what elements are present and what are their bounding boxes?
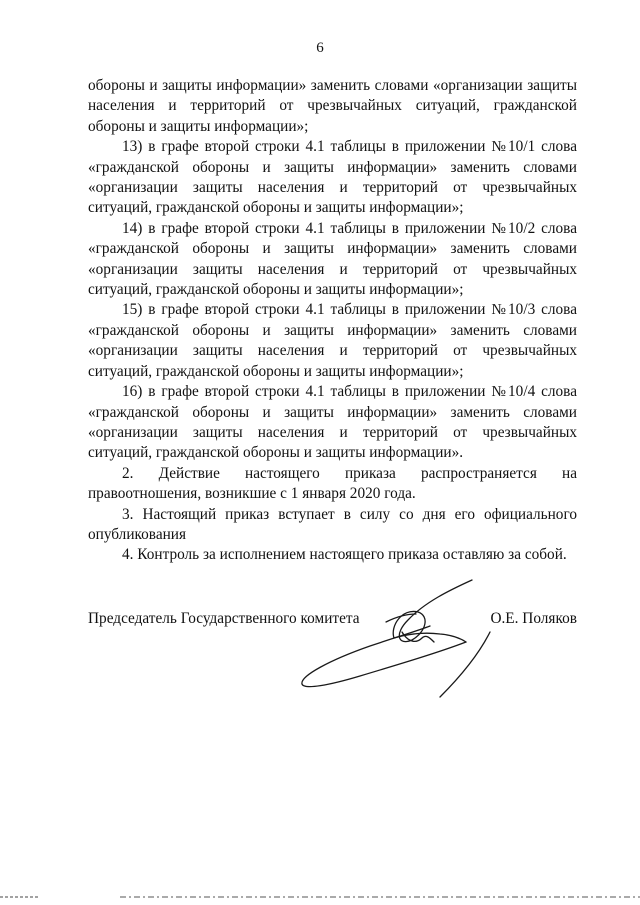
signatory-title: Председатель Государственного комитета bbox=[88, 610, 360, 627]
paragraph-continuation: обороны и защиты информации» заменить словами «организации защиты населения и территорий от чрезвычайных ситуаций, гражданской обороны и защиты информации»; bbox=[88, 77, 577, 135]
paragraph-item-13: 13) в графе второй строки 4.1 таблицы в приложении №10/1 слова «гражданской обороны и защиты информации» заменить словами «организации защиты населения и территорий от чрезвычайных ситуаций, гражданской обороны и защиты информации»; bbox=[88, 138, 577, 217]
paragraph-item-16: 16) в графе второй строки 4.1 таблицы в приложении №10/4 слова «гражданской обороны и защиты информации» заменить словами «организации защиты населения и территорий от чрезвычайных ситуаций, гражданской обороны и защиты информации». bbox=[88, 383, 577, 462]
paragraph-item-15: 15) в графе второй строки 4.1 таблицы в приложении №10/3 слова «гражданской обороны и защиты информации» заменить словами «организации защиты населения и территорий от чрезвычайных ситуаций, гражданской обороны и защиты информации»; bbox=[88, 301, 577, 380]
paragraph-clause-3: 3. Настоящий приказ вступает в силу со дня его официального опубликования bbox=[88, 505, 577, 543]
paragraph-item-14: 14) в графе второй строки 4.1 таблицы в приложении №10/2 слова «гражданской обороны и защиты информации» заменить словами «организации защиты населения и территорий от чрезвычайных ситуаций, гражданской обороны и защиты информации»; bbox=[88, 219, 577, 299]
paragraph-clause-2: 2. Действие настоящего приказа распространяется на правоотношения, возникшие с 1 января 2020 года. bbox=[88, 464, 577, 503]
handwritten-signature bbox=[290, 572, 510, 702]
page-number: 6 bbox=[316, 40, 324, 56]
document-body bbox=[88, 76, 577, 566]
scan-edge-line bbox=[0, 896, 640, 898]
paragraph-clause-4: 4. Контроль за исполнением настоящего приказа оставляю за собой. bbox=[122, 546, 567, 564]
signatory-name: О.Е. Поляков bbox=[490, 610, 577, 627]
